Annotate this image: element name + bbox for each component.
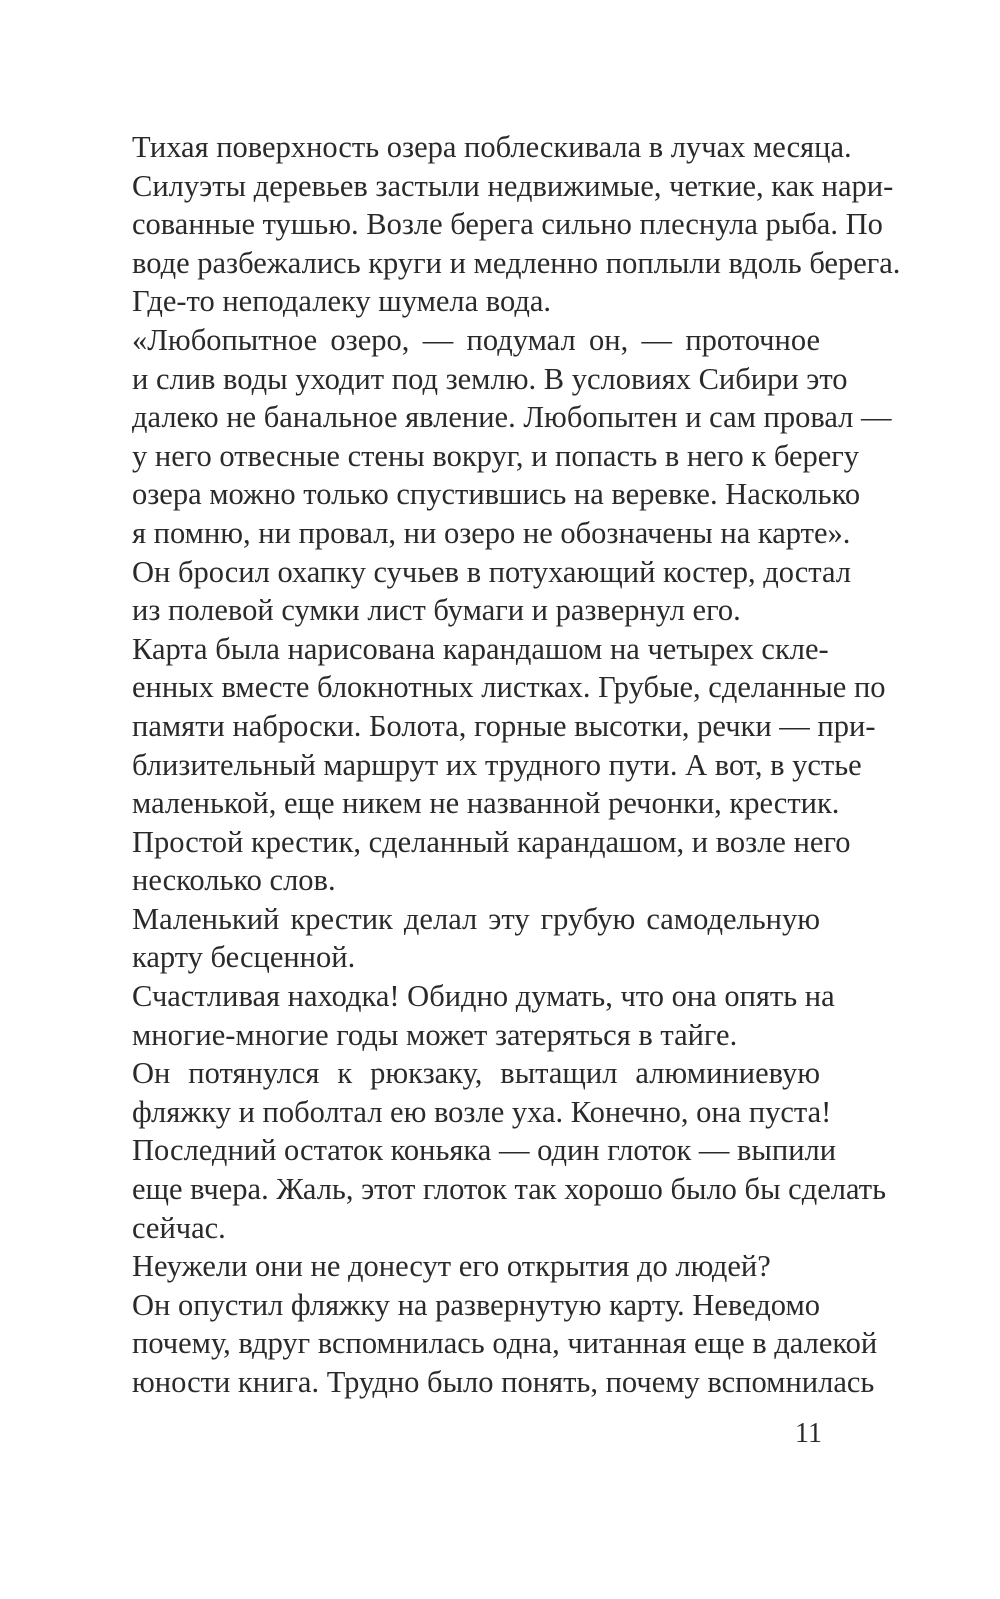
text-line: Он потянулся к рюкзаку, вытащил алюминиевую xyxy=(132,1056,820,1091)
text-line: Он опустил фляжку на развернутую карту. Неведомо xyxy=(132,1287,820,1322)
text-line: почему, вдруг вспомнилась одна, читанная еще в далекой xyxy=(132,1326,878,1361)
text-line: у него отвесные стены вокруг, и попасть в него к берегу xyxy=(132,438,860,473)
text-line: Маленький крестик делал эту грубую самодельную xyxy=(132,901,820,936)
text-line: Неужели они не донесут его открытия до людей? xyxy=(132,1249,771,1284)
text-line: воде разбежались круги и медленно поплыли вдоль берега. xyxy=(132,245,901,280)
text-line: Последний остаток коньяка — один глоток — выпили xyxy=(132,1133,837,1168)
text-line: енных вместе блокнотных листках. Грубые, сделанные по xyxy=(132,670,886,705)
text-line: далеко не банальное явление. Любопытен и сам провал — xyxy=(132,400,892,435)
text-line: «Любопытное озеро, — подумал он, — проточное xyxy=(132,322,820,357)
text-line: озера можно только спустившись на веревке. Насколько xyxy=(132,477,861,512)
page-number: 11 xyxy=(795,1418,822,1449)
text-line: Карта была нарисована карандашом на четырех скле- xyxy=(132,631,829,666)
page-body xyxy=(132,128,901,1402)
text-line: Простой крестик, сделанный карандашом, и возле него xyxy=(132,824,851,859)
text-line: Счастливая находка! Обидно думать, что она опять на xyxy=(132,979,835,1014)
text-line: сованные тушью. Возле берега сильно плеснула рыба. По xyxy=(132,207,883,242)
text-line: карту бесценной. xyxy=(132,940,356,975)
text-line: многие-многие годы может затеряться в тайге. xyxy=(132,1017,738,1052)
text-line: Он бросил охапку сучьев в потухающий костер, достал xyxy=(132,554,851,589)
text-line: Силуэты деревьев застыли недвижимые, четкие, как нари- xyxy=(132,168,894,203)
text-line: еще вчера. Жаль, этот глоток так хорошо было бы сделать xyxy=(132,1172,886,1207)
text-line: памяти наброски. Болота, горные высотки, речки — при- xyxy=(132,708,876,743)
text-line: фляжку и поболтал ею возле уха. Конечно, она пуста! xyxy=(132,1094,832,1129)
text-line: юности книга. Трудно было понять, почему вспомнилась xyxy=(132,1365,875,1399)
text-line: я помню, ни провал, ни озеро не обозначены на карте». xyxy=(132,515,851,550)
text-line: и слив воды уходит под землю. В условиях Сибири это xyxy=(132,361,848,396)
text-line: близительный маршрут их трудного пути. А вот, в устье xyxy=(132,747,862,782)
text-line: из полевой сумки лист бумаги и развернул его. xyxy=(132,593,741,628)
text-line: маленькой, еще никем не названной речонки, крестик. xyxy=(132,786,840,821)
text-line: сейчас. xyxy=(132,1210,226,1245)
text-line: Тихая поверхность озера поблескивала в лучах месяца. xyxy=(132,130,852,164)
text-line: несколько слов. xyxy=(132,863,336,898)
text-line: Где-то неподалеку шумела вода. xyxy=(132,284,552,319)
